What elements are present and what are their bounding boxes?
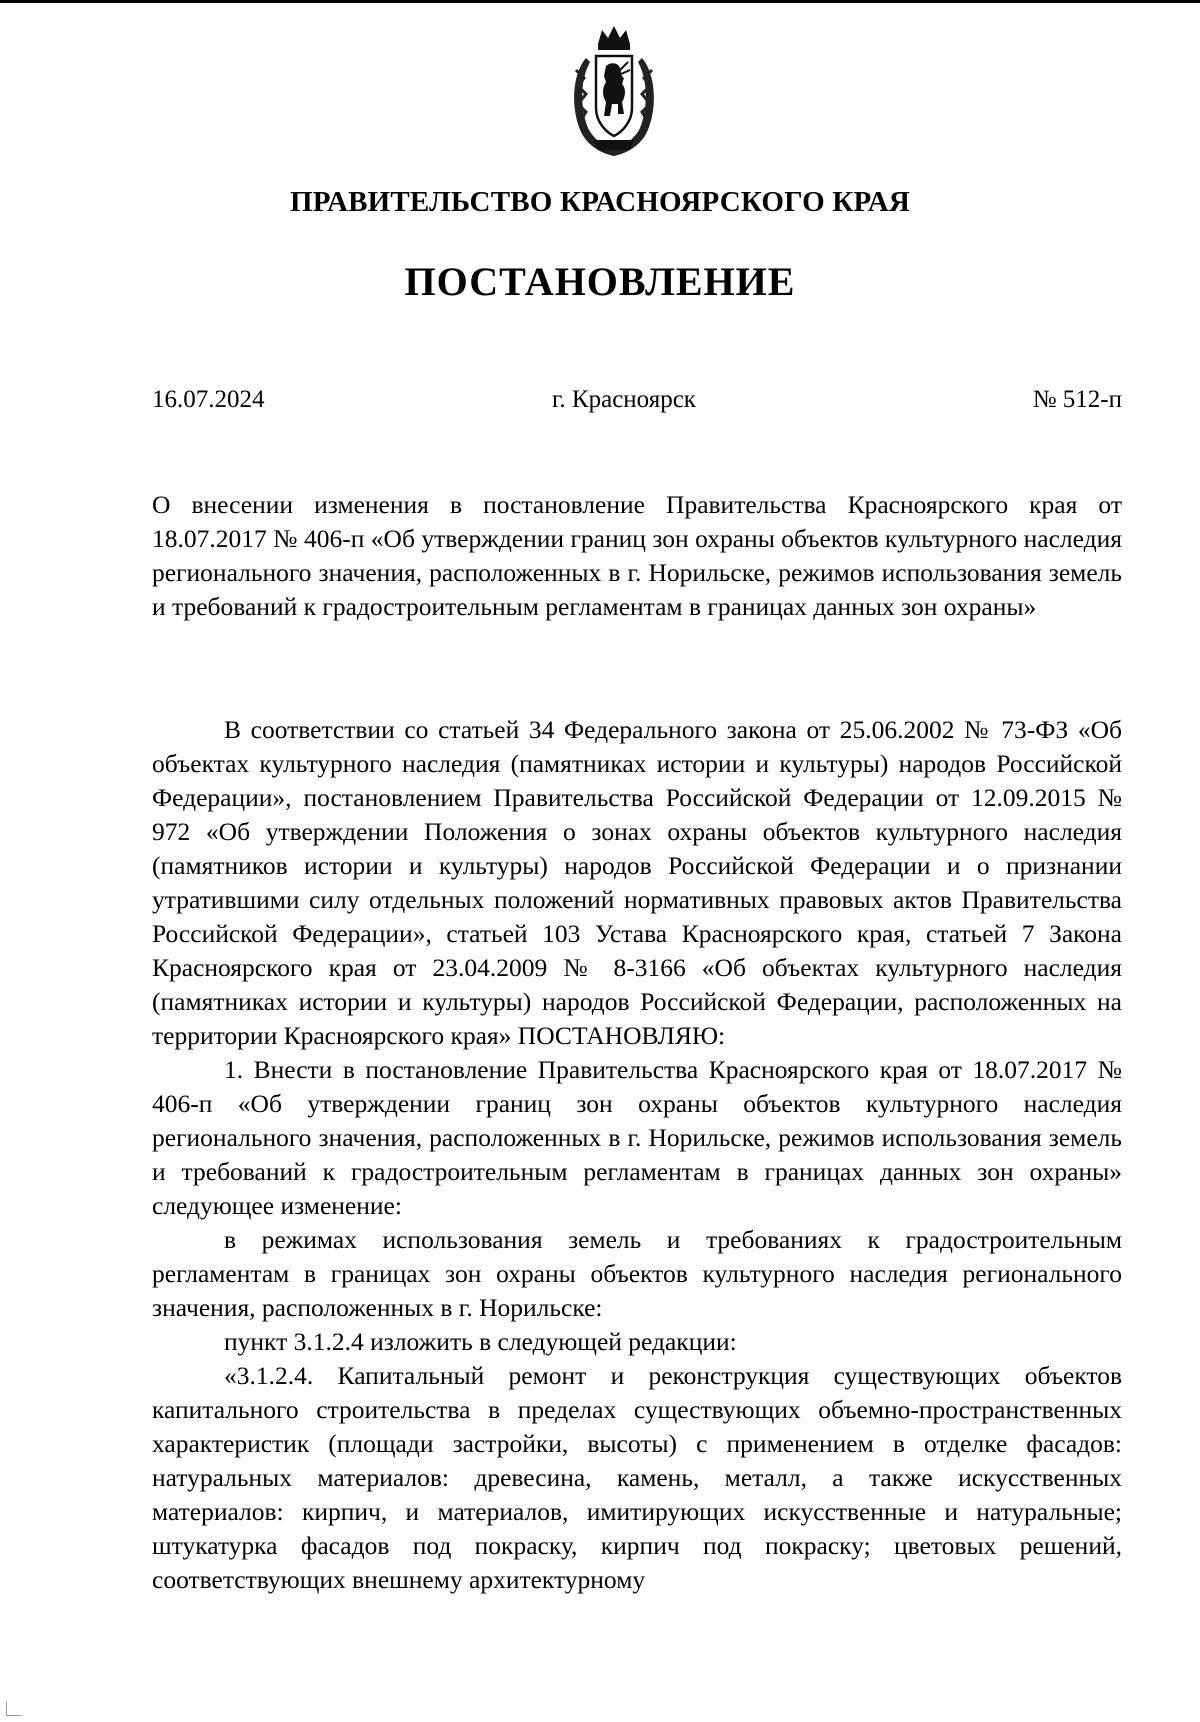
document-meta-row bbox=[152, 386, 1122, 418]
document-city: г. Красноярск bbox=[552, 386, 696, 413]
scan-top-edge bbox=[0, 0, 1200, 3]
document-body bbox=[152, 713, 1122, 1597]
document-subject: О внесении изменения в постановление Правительства Красноярского края от 18.07.2017 № 406-п «Об утверждении границ зон охраны объектов культурного наследия регионального значения, расположенных в г. Норильске, режимов использования земель и требований к градостроительным регламентам в границах данных зон охраны» bbox=[152, 490, 1122, 621]
body-paragraph: пункт 3.1.2.4 изложить в следующей редакции: bbox=[224, 1327, 737, 1356]
organization-title: ПРАВИТЕЛЬСТВО КРАСНОЯРСКОГО КРАЯ bbox=[289, 186, 911, 218]
body-paragraph: 1. Внести в постановление Правительства Красноярского края от 18.07.2017 № 406-п «Об утверждении границ зон охраны объектов культурного наследия регионального значения, расположенных в г. Норильске, режимов использования земель и требований к градостроительным регламентам в границах данных зон охраны» следующее изменение: bbox=[152, 1055, 1122, 1220]
body-paragraph: «3.1.2.4. Капитальный ремонт и реконструкция существующих объектов капитального строительства в пределах существующих объемно-пространственных характеристик (площади застройки, высоты) с применением в отделке фасадов: натуральных материалов: древесина, камень, металл, а также искусственных материалов: кирпич, и материалов, имитирующих искусственные и натуральные; штукатурка фасадов под покраску, кирпич под покраску; цветовых решений, соответствующих внешнему архитектурному bbox=[152, 1361, 1122, 1594]
document-date: 16.07.2024 bbox=[152, 386, 265, 413]
coat-of-arms-icon bbox=[564, 22, 664, 162]
body-paragraph: в режимах использования земель и требованиях к градостроительным регламентам в границах зон охраны объектов культурного наследия регионального значения, расположенных в г. Норильске: bbox=[152, 1225, 1122, 1322]
body-paragraph: В соответствии со статьей 34 Федерального закона от 25.06.2002 № 73-ФЗ «Об объектах культурного наследия (памятниках истории и культуры) народов Российской Федерации», постановлением Правительства Российской Федерации от 12.09.2015 № 972 «Об утверждении Положения о зонах охраны объектов культурного наследия (памятников истории и культуры) народов Российской Федерации и о признании утратившими силу отдельных положений нормативных правовых актов Правительства Российской Федерации», статьей 103 Устава Красноярского края, статьей 7 Закона Красноярского края от 23.04.2009 № 8-3166 «Об объектах культурного наследия (памятниках истории и культуры) народов Российской Федерации, расположенных на территории Красноярского края» ПОСТАНОВЛЯЮ: bbox=[152, 715, 1122, 1050]
document-type-title: ПОСТАНОВЛЕНИЕ bbox=[404, 259, 796, 304]
document-number: № 512-п bbox=[1032, 386, 1122, 413]
document-subject-block bbox=[152, 488, 1122, 624]
scan-corner-mark bbox=[6, 1701, 21, 1716]
